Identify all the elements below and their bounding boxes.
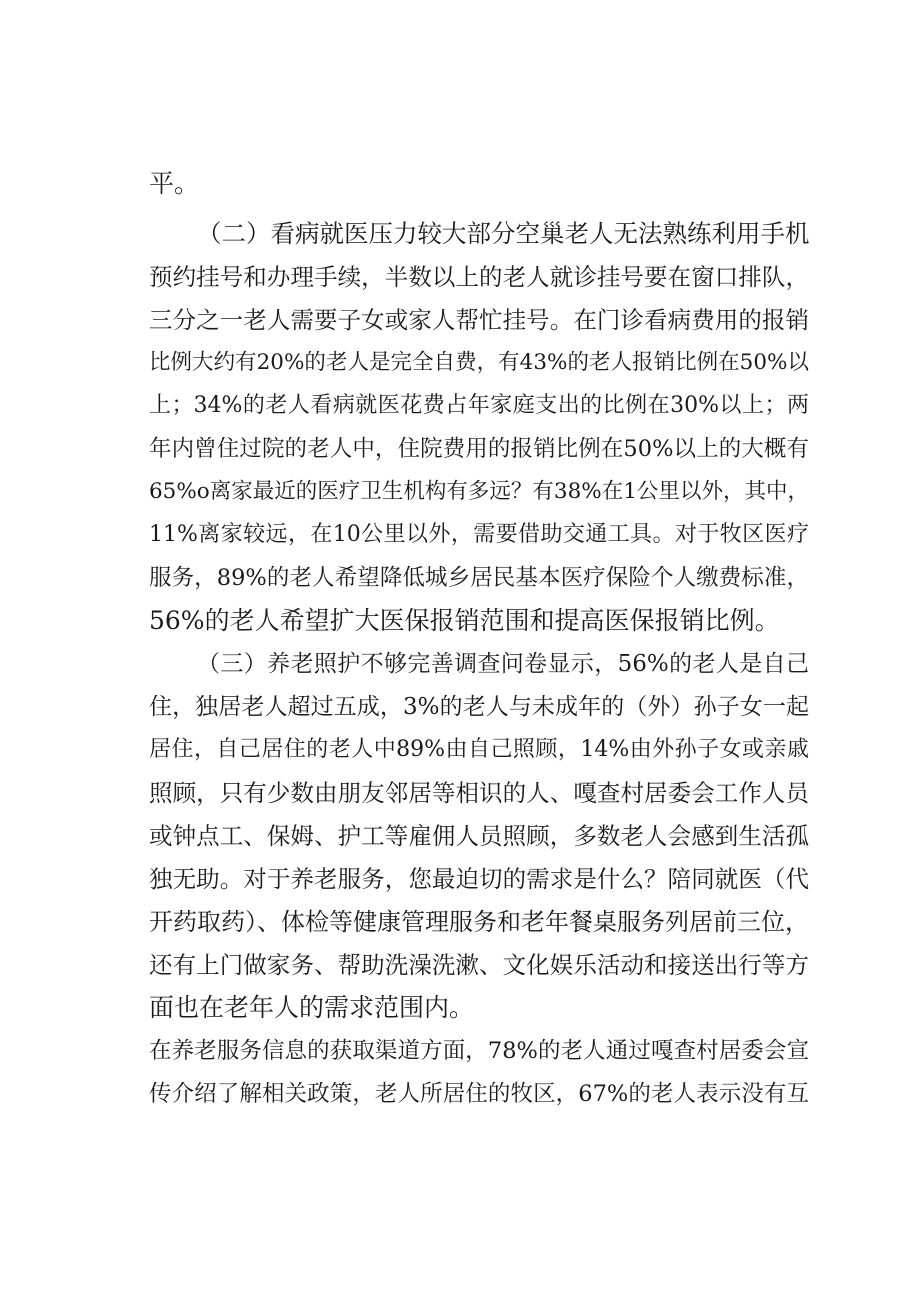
text-line-5: 比例大约有20%的老人是完全自费，有43%的老人报销比例在50%以 bbox=[149, 350, 809, 375]
text-line-15: 照顾，只有少数由朋友邻居等相识的人、嘎查村居委会工作人员 bbox=[149, 779, 809, 807]
text-line-10: 服务，89%的老人希望降低城乡居民基本医疗保险个人缴费标准， bbox=[149, 565, 809, 591]
text-line-7: 年内曾住过院的老人中，住院费用的报销比例在50%以上的大概有 bbox=[149, 436, 809, 462]
text-line-14: 居住，自己居住的老人中89%由自己照顾，14%由外孙子女或亲戚 bbox=[149, 737, 809, 762]
text-line-19: 还有上门做家务、帮助洗澡洗漱、文化娱乐活动和接送出行等方 bbox=[149, 951, 809, 979]
text-line-17: 独无助。对于养老服务，您最迫切的需求是什么？陪同就医（代 bbox=[149, 865, 809, 893]
text-line-12: （三）养老照护不够完善调查问卷显示，56%的老人是自己 bbox=[197, 651, 809, 677]
text-line-13: 住，独居老人超过五成，3%的老人与未成年的（外）孙子女一起 bbox=[149, 694, 809, 720]
text-line-18: 开药取药）、体检等健康管理服务和老年餐桌服务列居前三位， bbox=[149, 908, 809, 936]
text-line-2: （二）看病就医压力较大部分空巢老人无法熟练利用手机 bbox=[197, 219, 810, 248]
text-line-8: 65%o离家最近的医疗卫生机构有多远？有38%在1公里以外，其中， bbox=[149, 479, 809, 504]
text-line-1: 平。 bbox=[149, 169, 200, 198]
text-line-20: 面也在老年人的需求范围内。 bbox=[149, 993, 475, 1022]
text-line-21: 在养老服务信息的获取渠道方面，78%的老人通过嘎查村居委会宣 bbox=[149, 1038, 809, 1064]
text-line-16: 或钟点工、保姆、护工等雇佣人员照顾，多数老人会感到生活孤 bbox=[149, 822, 809, 850]
text-line-11: 56%的老人希望扩大医保报销范围和提高医保报销比例。 bbox=[149, 606, 780, 635]
text-line-22: 传介绍了解相关政策，老人所居住的牧区，67%的老人表示没有互 bbox=[149, 1081, 809, 1107]
text-line-3: 预约挂号和办理手续，半数以上的老人就诊挂号要在窗口排队， bbox=[149, 263, 809, 291]
text-line-4: 三分之一老人需要子女或家人帮忙挂号。在门诊看病费用的报销 bbox=[149, 306, 809, 334]
text-line-9: 11%离家较远，在10公里以外，需要借助交通工具。对于牧区医疗 bbox=[149, 522, 809, 547]
text-line-6: 上；34%的老人看病就医花费占年家庭支出的比例在30%以上；两 bbox=[149, 393, 809, 418]
